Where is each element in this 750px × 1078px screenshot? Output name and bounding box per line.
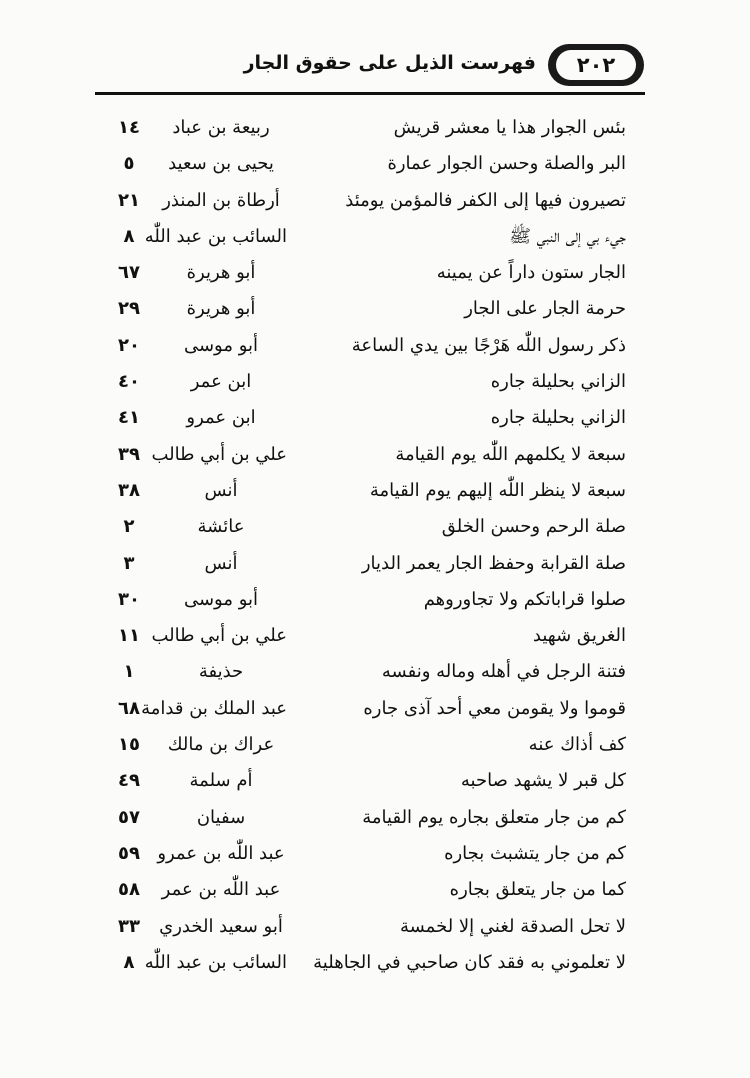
hadith-text: الغريق شهيد — [532, 625, 626, 647]
index-row — [0, 765, 750, 801]
hadith-text: قوموا ولا يقومن معي أحد آذى جاره — [363, 697, 626, 719]
index-list — [0, 112, 750, 983]
page-reference: ١١ — [118, 625, 140, 647]
page-number: ٢٠٢ — [556, 50, 636, 80]
narrator-name: أبو هريرة — [186, 262, 256, 284]
narrator-name: عراك بن مالك — [167, 734, 275, 756]
hadith-text: ذكر رسول اللّٰه هَرْجًا بين يدي الساعة — [351, 334, 626, 356]
narrator-name: ربيعة بن عباد — [172, 117, 270, 138]
page-reference: ٤٩ — [118, 770, 140, 792]
narrator-name: أبو موسى — [183, 334, 259, 356]
index-row — [0, 439, 750, 475]
hadith-text: البر والصلة وحسن الجوار عمارة — [387, 153, 626, 175]
index-row — [0, 293, 750, 329]
hadith-text: لا تعلموني به فقد كان صاحبي في الجاهلية — [313, 951, 626, 973]
narrator-name: عبد الملك بن قدامة — [141, 697, 287, 719]
index-row — [0, 802, 750, 838]
hadith-text: الجار ستون داراً عن يمينه — [436, 262, 626, 284]
narrator-name: السائب بن عبد اللّٰه — [144, 225, 287, 247]
page-reference: ٣٣ — [118, 915, 140, 937]
hadith-text: حرمة الجار على الجار — [464, 298, 626, 320]
index-row — [0, 584, 750, 620]
page-reference: ٦٧ — [118, 262, 140, 284]
page-reference: ١٤ — [118, 117, 140, 138]
hadith-text: تصيرون فيها إلى الكفر فالمؤمن يومئذ — [345, 189, 626, 211]
index-row — [0, 620, 750, 656]
index-row — [0, 548, 750, 584]
page-reference: ٨ — [123, 951, 135, 973]
narrator-name: علي بن أبي طالب — [151, 443, 287, 465]
narrator-name: أرطاة بن المنذر — [162, 189, 280, 211]
page-header — [0, 0, 750, 100]
index-row — [0, 656, 750, 692]
hadith-text: الزاني بحليلة جاره — [490, 407, 626, 429]
hadith-text: فتنة الرجل في أهله وماله ونفسه — [381, 661, 626, 683]
narrator-name: ابن عمر — [190, 371, 252, 393]
index-row — [0, 366, 750, 402]
index-row — [0, 947, 750, 983]
hadith-text: سبعة لا ينظر اللّٰه إليهم يوم القيامة — [369, 479, 626, 501]
index-row — [0, 257, 750, 293]
page-reference: ٨ — [123, 225, 135, 247]
narrator-name: أبو هريرة — [186, 298, 256, 320]
hadith-text: بئس الجوار هذا يا معشر قريش — [393, 117, 626, 138]
hadith-text: جيء بي إلى النبي ﷺ — [509, 225, 626, 247]
index-row — [0, 148, 750, 184]
page-reference: ٣ — [123, 552, 135, 574]
hadith-text: كم من جار يتشبث بجاره — [444, 842, 626, 864]
page-reference: ٥٧ — [118, 806, 140, 828]
page-reference: ٢٩ — [118, 298, 140, 320]
narrator-name: سفيان — [196, 806, 246, 828]
hadith-text: صلوا قراباتكم ولا تجاوروهم — [423, 588, 626, 610]
narrator-name: أبو سعيد الخدري — [159, 915, 283, 937]
index-row — [0, 330, 750, 366]
narrator-name: عبد اللّٰه بن عمرو — [157, 842, 285, 864]
index-row — [0, 511, 750, 547]
page-number-badge — [548, 44, 644, 86]
page-reference: ٥٨ — [118, 879, 140, 901]
running-title: فهرست الذيل على حقوق الجار — [243, 52, 536, 74]
hadith-text: كل قبر لا يشهد صاحبه — [460, 770, 626, 792]
index-row — [0, 729, 750, 765]
index-row — [0, 112, 750, 148]
index-row — [0, 838, 750, 874]
page-reference: ٦٨ — [118, 697, 140, 719]
hadith-text: صلة القرابة وحفظ الجار يعمر الديار — [361, 552, 626, 574]
narrator-name: أنس — [204, 552, 238, 574]
page-reference: ٣٨ — [118, 479, 140, 501]
hadith-text: كم من جار متعلق بجاره يوم القيامة — [362, 806, 626, 828]
page-reference: ١٥ — [118, 734, 140, 756]
index-row — [0, 911, 750, 947]
page-reference: ٥٩ — [118, 842, 140, 864]
hadith-text: الزاني بحليلة جاره — [490, 371, 626, 393]
page-reference: ٣٩ — [118, 443, 140, 465]
index-row — [0, 185, 750, 221]
hadith-text: كف أذاك عنه — [528, 734, 626, 756]
hadith-text: سبعة لا يكلمهم اللّٰه يوم القيامة — [395, 443, 626, 465]
index-row — [0, 874, 750, 910]
hadith-text: لا تحل الصدقة لغني إلا لخمسة — [399, 915, 626, 937]
narrator-name: حذيفة — [198, 661, 244, 683]
narrator-name: عائشة — [197, 516, 245, 538]
header-rule — [95, 92, 645, 95]
index-row — [0, 221, 750, 257]
page-reference: ٣٠ — [118, 588, 140, 610]
narrator-name: أنس — [204, 479, 238, 501]
narrator-name: علي بن أبي طالب — [151, 625, 287, 647]
index-row — [0, 475, 750, 511]
narrator-name: أبو موسى — [183, 588, 259, 610]
page-reference: ٢٠ — [118, 334, 140, 356]
page-reference: ٢ — [123, 516, 135, 538]
index-row — [0, 402, 750, 438]
hadith-text: صلة الرحم وحسن الخلق — [441, 516, 626, 538]
page-reference: ٤٠ — [118, 371, 140, 393]
page-reference: ٥ — [123, 153, 135, 175]
narrator-name: ابن عمرو — [186, 407, 256, 429]
narrator-name: السائب بن عبد اللّٰه — [144, 951, 287, 973]
hadith-text: كما من جار يتعلق بجاره — [449, 879, 626, 901]
narrator-name: عبد اللّٰه بن عمر — [161, 879, 281, 901]
page-reference: ٢١ — [118, 189, 140, 211]
page-reference: ٤١ — [118, 407, 140, 429]
page-reference: ١ — [123, 661, 135, 683]
index-row — [0, 693, 750, 729]
narrator-name: يحيى بن سعيد — [168, 153, 274, 175]
narrator-name: أم سلمة — [189, 770, 253, 792]
